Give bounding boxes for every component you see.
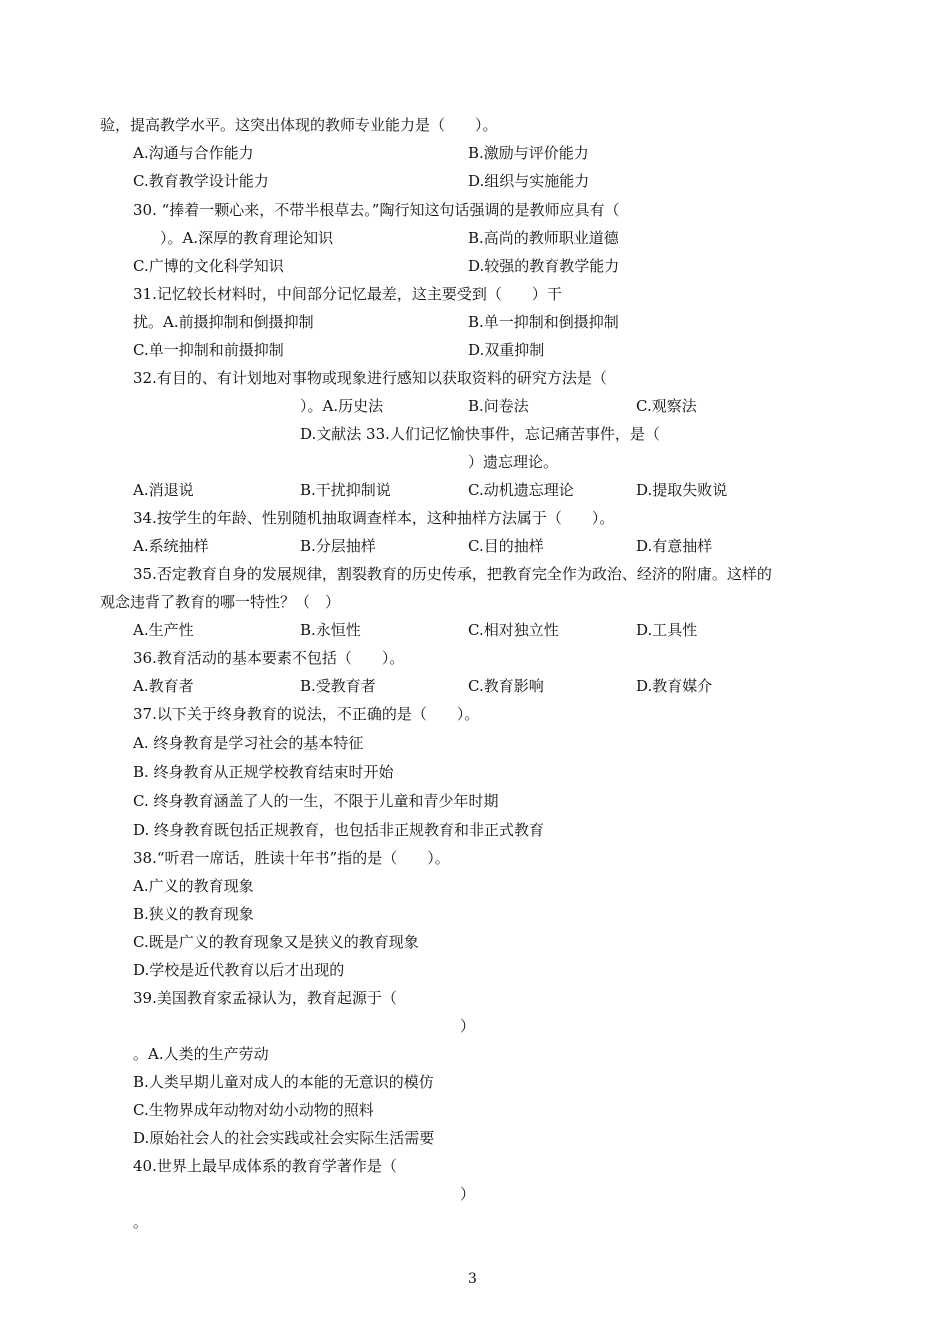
option: B.受教育者: [300, 677, 376, 695]
question-36: 36.教育活动的基本要素不包括（ ）。: [133, 649, 405, 667]
option: C.目的抽样: [468, 537, 544, 555]
question-38: 38.“听君一席话，胜读十年书”指的是（ ）。: [133, 849, 450, 867]
option: C.生物界成年动物对幼小动物的照料: [133, 1101, 374, 1119]
option: C.广博的文化科学知识: [133, 257, 284, 275]
text-line: ）: [460, 1017, 476, 1035]
option: D. 终身教育既包括正规教育，也包括非正规教育和非正式教育: [133, 821, 545, 839]
option: D.提取失败说: [636, 481, 728, 499]
option: A.系统抽样: [133, 537, 209, 555]
option: D.工具性: [636, 621, 698, 639]
option: ）。A.历史法: [300, 397, 384, 415]
option: 。A.人类的生产劳动: [133, 1045, 269, 1063]
question-35: 35.否定教育自身的发展规律，割裂教育的历史传承，把教育完全作为政治、经济的附庸。这样的: [133, 565, 772, 583]
option: B.人类早期儿童对成人的本能的无意识的模仿: [133, 1073, 434, 1091]
text-line: 验，提高教学水平。这突出体现的教师专业能力是（ ）。: [100, 116, 498, 134]
option: B.激励与评价能力: [468, 144, 589, 162]
option: ）。A.深厚的教育理论知识: [160, 229, 334, 247]
option: C. 终身教育涵盖了人的一生，不限于儿童和青少年时期: [133, 792, 499, 810]
option: B.单一抑制和倒摄抑制: [468, 313, 619, 331]
text-line: 观念违背了教育的哪一特性？（ ）: [100, 593, 341, 611]
page-number: 3: [468, 1271, 477, 1287]
option: A.消退说: [133, 481, 194, 499]
option: D.学校是近代教育以后才出现的: [133, 961, 345, 979]
option: C.观察法: [636, 397, 697, 415]
question-31: 31.记忆较长材料时，中间部分记忆最差，这主要受到（ ）干: [133, 285, 562, 303]
option: C.相对独立性: [468, 621, 559, 639]
option: B.狭义的教育现象: [133, 905, 254, 923]
option: D.有意抽样: [636, 537, 713, 555]
question-34: 34.按学生的年龄、性别随机抽取调查样本，这种抽样方法属于（ ）。: [133, 509, 615, 527]
text-line: ）: [460, 1185, 476, 1203]
text-line: ）遗忘理论。: [468, 453, 559, 471]
option: A. 终身教育是学习社会的基本特征: [133, 734, 364, 752]
option: D.组织与实施能力: [468, 172, 590, 190]
option: C.动机遗忘理论: [468, 481, 574, 499]
option: A.教育者: [133, 677, 194, 695]
option: D.原始社会人的社会实践或社会实际生活需要: [133, 1129, 435, 1147]
option: D.双重抑制: [468, 341, 545, 359]
question-32: 32.有目的、有计划地对事物或现象进行感知以获取资料的研究方法是（: [133, 369, 607, 387]
option: C.既是广义的教育现象又是狭义的教育现象: [133, 933, 419, 951]
option: B.问卷法: [468, 397, 529, 415]
question-30: 30. “捧着一颗心来，不带半根草去。”陶行知这句话强调的是教师应具有（: [133, 201, 620, 219]
option: C.单一抑制和前摄抑制: [133, 341, 284, 359]
option: B.分层抽样: [300, 537, 376, 555]
question-33: D.文献法 33.人们记忆愉快事件，忘记痛苦事件，是（: [300, 425, 660, 443]
text-line: 。: [133, 1213, 149, 1231]
option: C.教育影响: [468, 677, 544, 695]
question-40: 40.世界上最早成体系的教育学著作是（: [133, 1157, 397, 1175]
option: B.干扰抑制说: [300, 481, 391, 499]
option: B. 终身教育从正规学校教育结束时开始: [133, 763, 394, 781]
question-37: 37.以下关于终身教育的说法，不正确的是（ ）。: [133, 705, 480, 723]
question-39: 39.美国教育家孟禄认为，教育起源于（: [133, 989, 397, 1007]
option: 扰。A.前摄抑制和倒摄抑制: [133, 313, 314, 331]
option: C.教育教学设计能力: [133, 172, 269, 190]
option: A.广义的教育现象: [133, 877, 254, 895]
option: A.生产性: [133, 621, 194, 639]
option: B.永恒性: [300, 621, 361, 639]
option: D.较强的教育教学能力: [468, 257, 620, 275]
option: B.高尚的教师职业道德: [468, 229, 619, 247]
option: A.沟通与合作能力: [133, 144, 254, 162]
option: D.教育媒介: [636, 677, 713, 695]
